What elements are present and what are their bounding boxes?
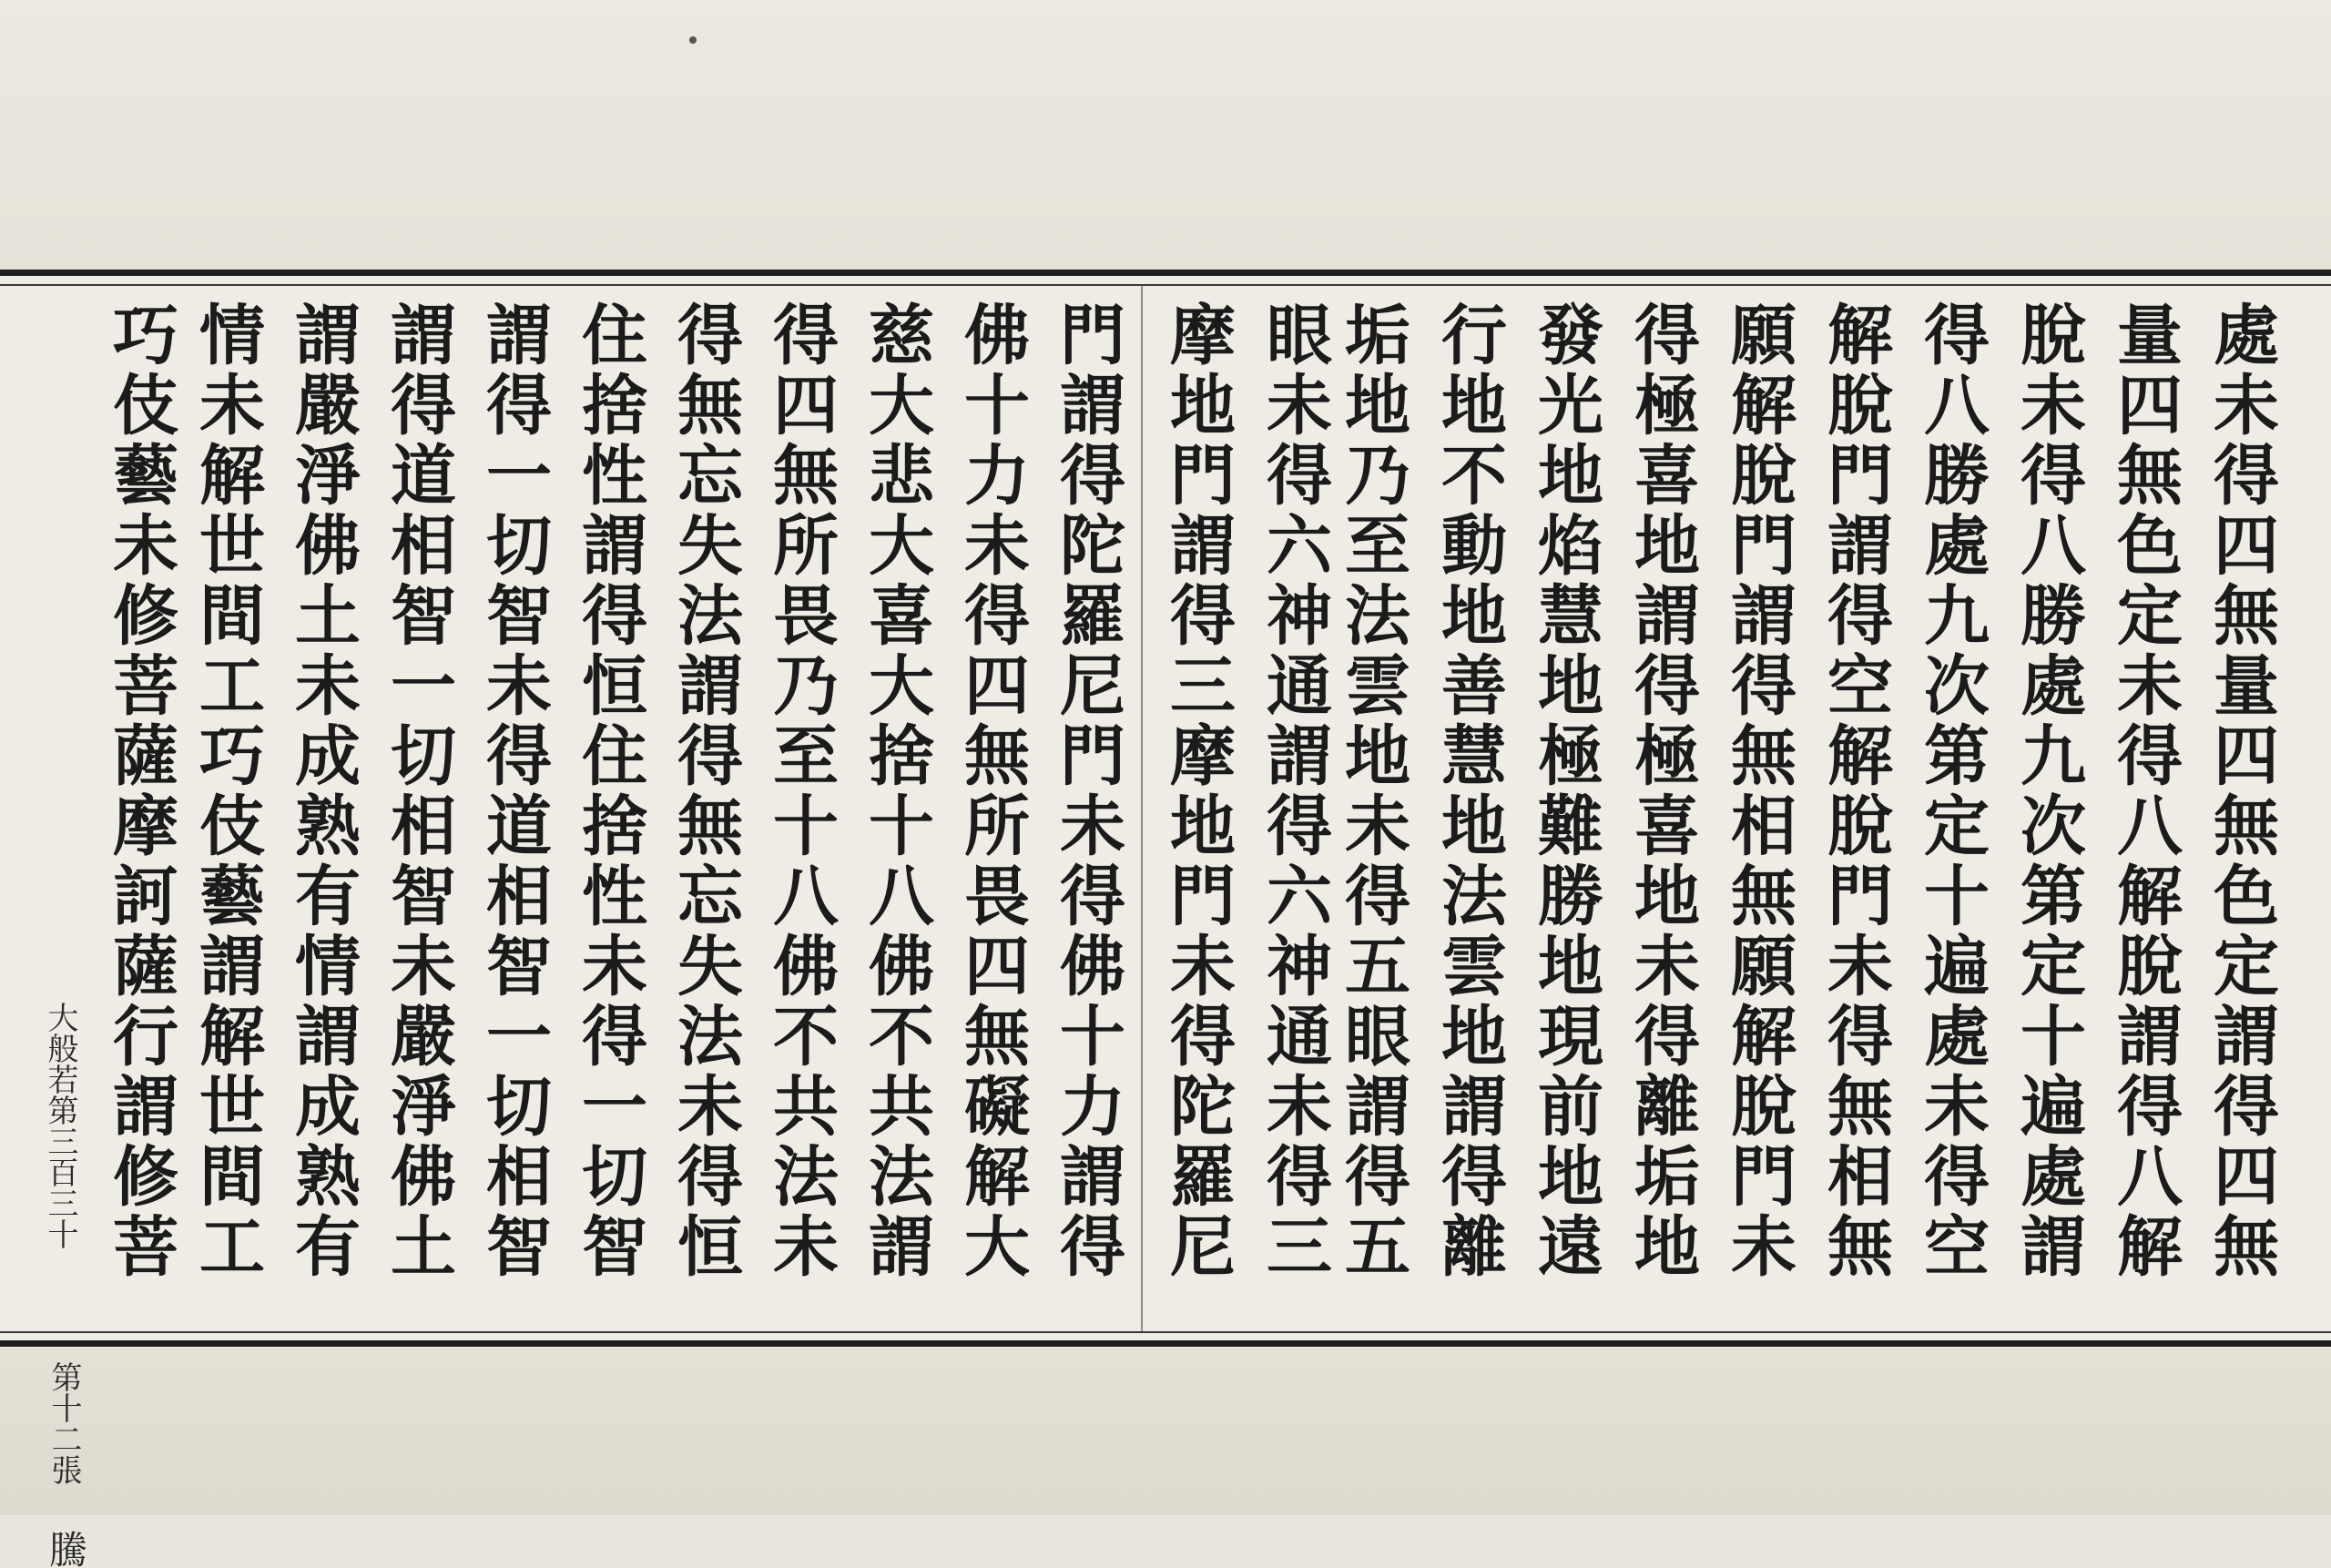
thousand-character-mark: 騰 — [44, 1530, 88, 1568]
bottom-border-rule — [0, 1340, 2331, 1347]
text-column-8: 發光地焰慧地極難勝地現前地遠 — [1527, 300, 1604, 1282]
folio-number: 第十二張 — [46, 1361, 82, 1485]
text-column-12: 摩地門謂得三摩地門未得陀羅尼 — [1159, 300, 1237, 1282]
text-column-1: 處未得四無量四無色定謂得四無 — [2203, 300, 2280, 1282]
bottom-inner-rule — [0, 1331, 2331, 1333]
text-column-22: 情未解世間工巧伎藝謂解世間工 — [188, 300, 266, 1282]
top-border-rule — [0, 270, 2331, 276]
bottom-margin — [0, 1348, 2331, 1515]
scripture-text — [0, 300, 2331, 1568]
text-column-10: 垢地乃至法雲地未得五眼謂得五 — [1334, 300, 1411, 1282]
text-column-17: 得無忘失法謂得無忘失法未得恒 — [667, 300, 744, 1282]
text-column-19: 謂得一切智未得道相智一切相智 — [475, 300, 553, 1282]
text-column-15: 慈大悲大喜大捨十八佛不共法謂 — [858, 300, 935, 1282]
text-column-2: 量四無色定未得八解脫謂得八解 — [2106, 300, 2183, 1282]
text-column-21: 謂嚴淨佛土未成熟有情謂成熟有 — [284, 300, 361, 1282]
text-column-5: 解脫門謂得空解脫門未得無相無 — [1817, 300, 1894, 1282]
text-column-11: 眼未得六神通謂得六神通未得三 — [1256, 300, 1333, 1282]
text-column-3: 脫未得八勝處九次第定十遍處謂 — [2010, 300, 2087, 1282]
text-column-14: 佛十力未得四無所畏四無礙解大 — [953, 300, 1031, 1282]
top-inner-rule — [0, 284, 2331, 286]
text-column-23: 巧伎藝未修菩薩摩訶薩行謂修菩 — [102, 300, 179, 1282]
text-column-13: 門謂得陀羅尼門未得佛十力謂得 — [1049, 300, 1126, 1282]
text-column-20: 謂得道相智一切相智未嚴淨佛土 — [380, 300, 457, 1282]
text-column-6: 願解脫門謂得無相無願解脫門未 — [1720, 300, 1797, 1282]
text-column-16: 得四無所畏乃至十八佛不共法未 — [762, 300, 840, 1282]
ink-speck — [689, 36, 697, 44]
text-column-9: 行地不動地善慧地法雲地謂得離 — [1430, 300, 1508, 1282]
sutra-title-note: 大般若第三百三十 — [42, 1002, 78, 1249]
top-margin — [0, 0, 2331, 273]
text-column-18: 住捨性謂得恒住捨性未得一切智 — [571, 300, 648, 1282]
text-column-4: 得八勝處九次第定十遍處未得空 — [1913, 300, 1990, 1282]
text-column-7: 得極喜地謂得極喜地未得離垢地 — [1624, 300, 1701, 1282]
